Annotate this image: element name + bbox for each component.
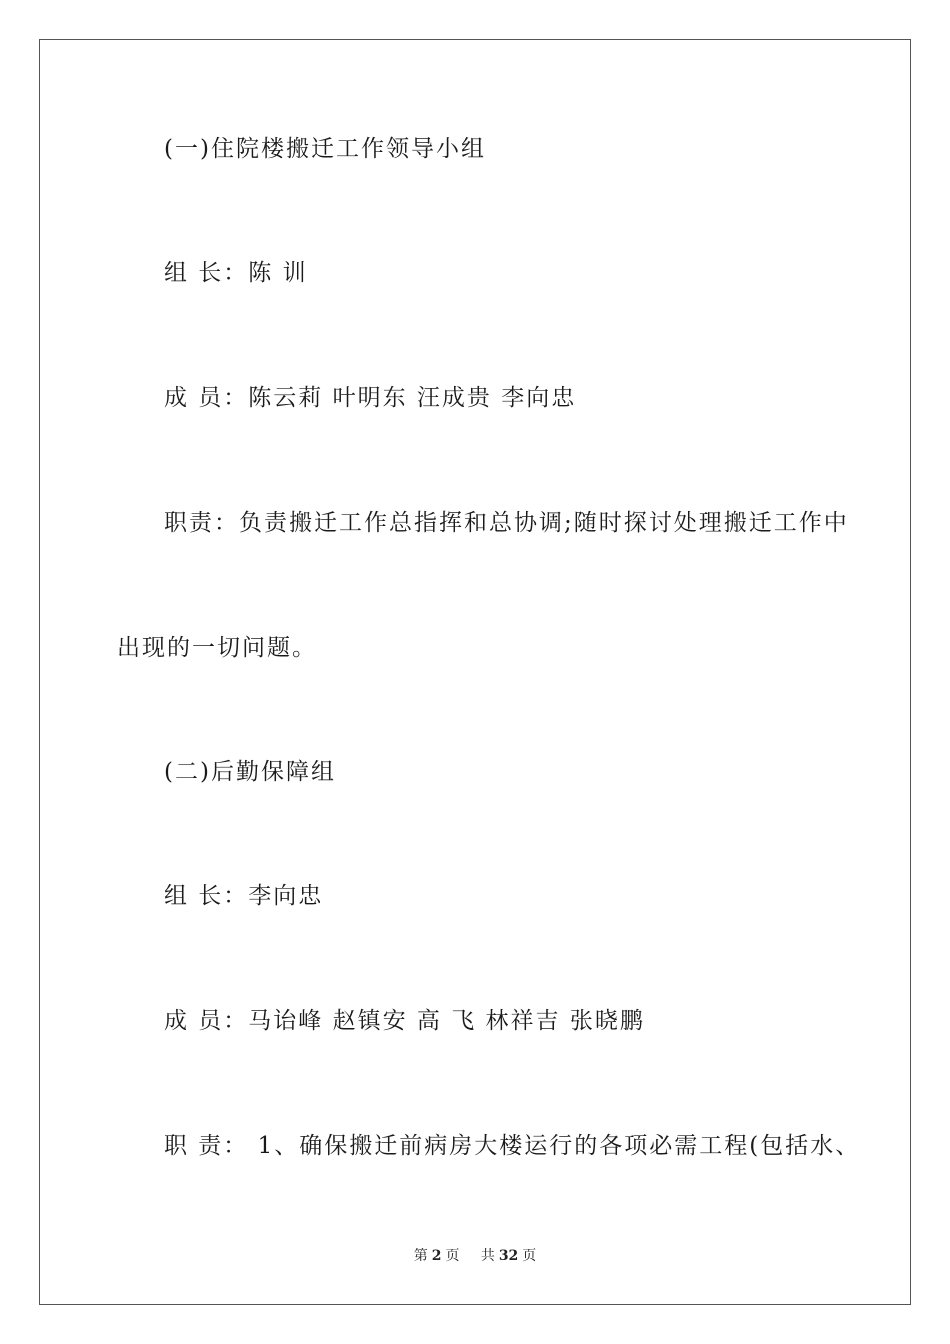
- leader-line: 组 长：陈 训: [164, 260, 308, 286]
- section-heading-logistics: (二)后勤保障组: [164, 759, 336, 785]
- section-heading-leadership: (一)住院楼搬迁工作领导小组: [164, 136, 486, 162]
- page-total: 共 32 页: [480, 1248, 537, 1264]
- duties-continuation: 出现的一切问题。: [117, 635, 317, 661]
- page-number: 第 2 页: [413, 1248, 460, 1264]
- page-frame: [39, 39, 911, 1305]
- members-line: 成 员：马诒峰 赵镇安 高 飞 林祥吉 张晓鹏: [164, 1008, 645, 1034]
- duties-line: 职 责： 1、确保搬迁前病房大楼运行的各项必需工程(包括水、: [164, 1133, 861, 1159]
- page-footer: [0, 1246, 950, 1266]
- duties-line: 职责：负责搬迁工作总指挥和总协调;随时探讨处理搬迁工作中: [164, 510, 849, 536]
- members-line: 成 员：陈云莉 叶明东 汪成贵 李向忠: [164, 385, 577, 411]
- leader-line: 组 长：李向忠: [164, 883, 324, 909]
